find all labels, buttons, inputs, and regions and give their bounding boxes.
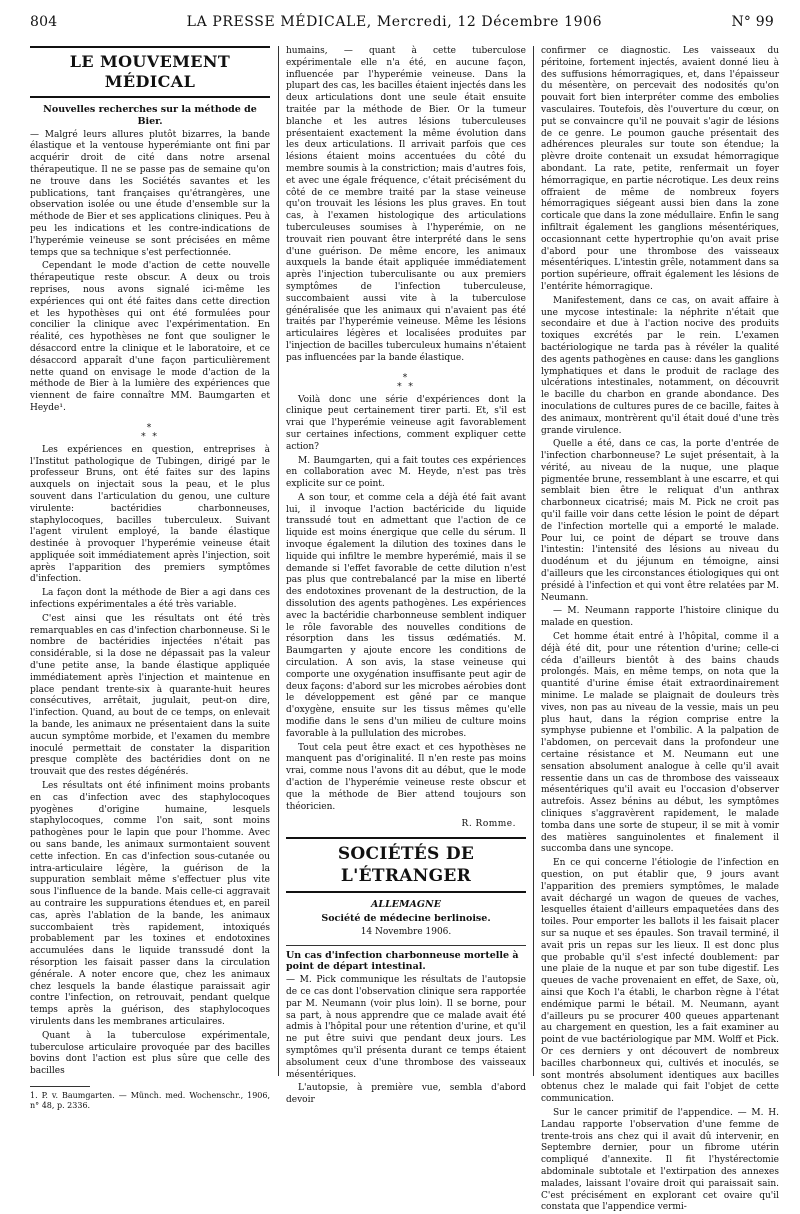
paragraph: Les résultats ont été infiniment moins probants en cas d'infection avec des staphylocoques pyogènes d'origine humaine, lesquels staphylocoques, comme l'on sait, sont moins pathogènes pour le lapin que pour l'homme. Avec ou sans bande, les animaux surmontaient souvent cette infection. En cas d'infection sous-cutanée ou intra-articulaire légère, la guérison de la suppuration semblait même s'effectuer plus vite sous l'influence de la bande. Mais celle-ci aggravait au contraire les suppurations étendues et, en pareil cas, après l'ablation de la bande, les animaux succombaient très rapidement, intoxiqués probablement par les toxines et endotoxines accumulées dans le liquide transsudé dont la résorption les faisait passer dans la circulation générale. A noter encore que, chez les animaux chez lesquels la bande élastique paraissait agir contre l'infection, on retrouvait, pendant quelque temps après la guérison, des staphylocoques virulents dans les membranes articulaires. [30,781,270,1027]
column-2 [286,46,526,1106]
paragraph: Cet homme était entré à l'hôpital, comme il a déjà été dit, pour une rétention d'urine; celle-ci céda d'ailleurs bientôt à des bains chauds prolongés. Mais, en même temps, on nota que la quantité d'urine émise était extraordinairement minime. Le malade se plaignait de douleurs très vives, non pas au niveau de la vessie, mais un peu plus haut, dans la région comprise entre la symphyse pubienne et l'ombilic. A la palpation de l'abdomen, on percevait dans la profondeur une certaine résistance et M. Neumann eut une sensation absolument analogue à celle qu'il avait ressentie dans un cas de thrombose des vaisseaux mésentériques qu'il avait eu l'occasion d'observer autrefois. Assez bénins au début, les symptômes cliniques s'aggravèrent rapidement, le malade tomba dans une sorte de stupeur, il se mit à vomir des matières sanguinolentes et finalement il succomba dans une syncope. [541,632,779,855]
page-number: 804 [30,14,58,30]
column-1 [30,46,270,1110]
paragraph: — Malgré leurs allures plutôt bizarres, la bande élastique et la ventouse hyperémiante ont fini par acquérir droit de cité dans notre arsenal thérapeutique. Il ne se passe pas de semaine qu'on ne trouve dans les Sociétés savantes et les publications, tant françaises qu'étrangères, une observation isolée ou une étude d'ensemble sur la méthode de Bier et ses applications cliniques. Peu à peu les indications et les contre-indications de l'hyperémie veineuse se sont précisées en même temps que sa technique s'est perfectionnée. [30,129,270,258]
column-rule-right [533,46,534,1076]
paragraph: Tout cela peut être exact et ces hypothèses ne manquent pas d'originalité. Il n'en reste pas moins vrai, comme nous l'avons dit au début, que le mode d'action de l'hyperémie veineuse reste obscur et que la méthode de Bier attend toujours son théoricien. [286,742,526,812]
footnote-rule [30,1086,90,1087]
paragraph: En ce qui concerne l'étiologie de l'infection en question, on put établir que, 9 jours avant l'apparition des premiers symptômes, le malade avait déchargé un wagon de queues de vaches, lesquelles étaient d'ailleurs empaquetées dans des toiles. Pour emporter les ballots il les faisait placer sur sa nuque et ses épaules. Son travail terminé, il avait pris un repas sur les lieux. Il est donc plus que probable qu'il s'est infecté doublement: par une plaie de la nuque et par son tube digestif. Les queues de vache provenaient en effet, de Saxe, où, ainsi que Koch l'a établi, le charbon règne à l'état endémique parmi le bétail. M. Neumann, ayant d'ailleurs pu se procurer 400 queues appartenant au chargement en question, les a fait examiner au point de vue bactériologique par MM. Wolff et Pick. Or ces derniers y ont découvert de nombreux bacilles charbonneux qui, cultivés et inoculés, se sont montrés absolument identiques aux bacilles obtenus chez le malade qui fait l'objet de cette communication. [541,858,779,1105]
paragraph: Quant à la tuberculose expérimentale, tuberculose articulaire provoquée par des bacilles bovins dont l'action est plus sûre que celle des bacilles [30,1030,270,1077]
paragraph: L'autopsie, à première vue, sembla d'abord devoir [286,1083,526,1106]
neumann-heading: — M. Neumann rapporte l'histoire clinique du malade en question. [541,606,779,629]
paragraph: M. Baumgarten, qui a fait toutes ces expériences en collaboration avec M. Heyde, n'est pas très explicite sur ce point. [286,455,526,490]
society-heading: Société de médecine berlinoise. [321,913,491,924]
issue-number: N° 99 [731,14,774,30]
paragraph: C'est ainsi que les résultats ont été très remarquables en cas d'infection charbonneuse. Si le nombre de bactéridies injectées n'était pas considérable, si la dose ne dépassait pas la valeur d'une petite anse, la bande élastique appliquée immédiatement après l'injection et maintenue en place pendant trente-six à quarante-huit heures consécutives, arrêtait, jugulait, peut-on dire, l'infection. Quand, au bout de ce temps, on enlevait la bande, les animaux ne présentaient dans la suite aucun symptôme morbide, et l'examen du membre inoculé permettait de constater la disparition presque complète des bactéridies dont on ne trouvait que des restes dégénérés. [30,613,270,778]
column-3 [541,46,779,1213]
paragraph: Quelle a été, dans ce cas, la porte d'entrée de l'infection charbonneuse? Le sujet présentait, à la vérité, au niveau de la nuque, une plaque pigmentée brune, ressemblant à une escarre, et qui semblait bien être le reliquat d'un anthrax charbonneux cicatrisé; mais M. Pick ne croit pas qu'il faille voir dans cette lésion le point de départ de l'infection mortelle qui a emporté le malade. Pour lui, ce point de départ se trouve dans l'intestin: l'intensité des lésions au niveau du duodénum et du jéjunum en témoigne, ainsi d'ailleurs que les circonstances étiologiques qui ont présidé à l'infection et qui vont être relatées par M. Neumann. [541,439,779,603]
paragraph: confirmer ce diagnostic. Les vaisseaux du péritoine, fortement injectés, avaient donné lieu à des suffusions hémorragiques, et, dans l'épaisseur du mésentère, on percevait des nodosités qu'on pouvait fort bien interpréter comme des embolies vasculaires. Toutefois, dès l'ouverture du cœur, on put se convaincre qu'il ne pouvait s'agir de lésions de ce genre. Le poumon gauche présentait des adhérences pleurales sur toute son étendue; la plèvre droite contenait un exsudat hémorragique abondant. La rate, petite, renfermait un foyer hémorragique, en partie nécrotique. Les deux reins offraient de même de nombreux foyers hémorragiques siégeant aussi bien dans la zone corticale que dans la zone médullaire. Enfin le sang infiltrait également les ganglions mésentériques, occasionnant cette hypertrophie qu'on avait prise d'abord pour une thrombose des vaisseaux mésentériques. L'intestin grêle, notamment dans sa portion supérieure, offrait également les lésions de l'entérite hémorragique. [541,46,779,292]
section-title-mouvement: LE MOUVEMENT MÉDICAL [30,46,270,98]
journal-title: LA PRESSE MÉDICALE, Mercredi, 12 Décembre 1906 [186,14,603,30]
footnote: 1. P. v. Baumgarten. — Münch. med. Wochenschr., 1906, n° 48, p. 2336. [30,1090,270,1110]
section-title-societes: SOCIÉTÉS DE L'ÉTRANGER [286,837,526,893]
paragraph: Les expériences en question, entreprises à l'Institut pathologique de Tubingen, dirigé par le professeur Bruns, ont été faites sur des lapins auxquels on injectait sous la peau, et le plus souvent dans l'articulation du genou, une culture virulente: bactéridies charbonneuses, staphylocoques, bacilles tuberculeux. Suivant l'agent virulent employé, la bande élastique destinée à provoquer l'hyperémie veineuse était appliquée soit immédiatement après l'injection, soit après l'apparition des premiers symptômes d'infection. [30,444,270,585]
article-title-charbon: Un cas d'infection charbonneuse mortelle à point de départ intestinal. [286,949,519,973]
paragraph: — M. Pick communique les résultats de l'autopsie de ce cas dont l'observation clinique sera rapportée par M. Neumann (voir plus loin). Il se borne, pour sa part, à nous apprendre que ce malade avait été admis à l'hôpital pour une rétention d'urine, et qu'il ne put être suivi que pendant deux jours. Les symptômes qu'il présenta durant ce temps étaient absolument ceux d'une thrombose des vaisseaux mésentériques. [286,975,526,1080]
separator-stars: ⁎ ⁎ ⁎ [397,369,415,389]
article-title-bier: Nouvelles recherches sur la méthode de Bier. [43,104,257,127]
paragraph: Voilà donc une série d'expériences dont la clinique peut certainement tirer parti. Et, s'il est vrai que l'hyperémie veineuse agit favorablement sur certaines infections, comment expliquer cette action? [286,394,526,452]
paragraph: Cependant le mode d'action de cette nouvelle thérapeutique reste obscur. A deux ou trois reprises, nous avons signalé ici-même les expériences qui ont été faites dans cette direction et les hypothèses qui ont été formulées pour concilier la clinique avec l'expérimentation. En réalité, ces hypothèses ne font que souligner le désaccord entre la clinique et le laboratoire, et ce désaccord apparaît d'une façon particulièrement nette quand on envisage le mode d'action de la méthode de Bier à la lumière des expériences que viennent de faire connaître MM. Baumgarten et Heyde¹. [30,261,270,413]
short-rule [286,945,526,946]
session-date: 14 Novembre 1906. [360,926,452,937]
separator-stars: ⁎ ⁎ ⁎ [141,419,159,439]
cancer-appendice-paragraph: Sur le cancer primitif de l'appendice. — M. H. Landau rapporte l'observation d'une femme de trente-trois ans chez qui il avait dû intervenir, en Septembre dernier, pour un fibrome utérin compliqué d'annexite. Il fit l'hystérectomie abdominale subtotale et l'extirpation des annexes malades, laissant l'ovaire droit qui paraissait sain. C'est précisément en explorant cet ovaire qu'il constata que l'appendice vermi- [541,1107,779,1213]
paragraph: La façon dont la méthode de Bier a agi dans ces infections expérimentales a été très variable. [30,588,270,611]
paragraph: humains, — quant à cette tuberculose expérimentale elle n'a été, en aucune façon, influencée par l'hyperémie veineuse. Dans la plupart des cas, les bacilles étaient injectés dans les deux articulations dont une seule était ensuite traitée par la méthode de Bier. Or la tumeur blanche et les autres lésions tuberculeuses présentaient exactement la même évolution dans les deux articulations. Il arrivait parfois que ces lésions étaient moins accentuées du côté du membre soumis à la constriction; mais d'autres fois, et avec une égale fréquence, c'était précisément du côté de ce membre traité par la stase veineuse qu'on trouvait les lésions les plus graves. En tout cas, à l'examen histologique des articulations tuberculeuses soumises à l'hyperémie, on ne trouvait rien pouvant être interprété dans le sens d'une guérison. De même encore, les animaux auxquels la bande était appliquée immédiatement après l'injection tuberculisante ou aux premiers symptômes de l'infection tuberculeuse, succombaient aussi vite à la tuberculose généralisée que les animaux qui n'avaient pas été traités par l'hyperémie veineuse. Même les lésions articulaires légères et localisées produites par l'injection de bacilles tuberculeux humains n'étaient pas influencées par la bande élastique. [286,46,526,363]
paragraph: A son tour, et comme cela a déjà été fait avant lui, il invoque l'action bactéricide du liquide transsudé tout en admettant que l'action de ce liquide est moins énergique que celle du sérum. Il invoque également la dilution des toxines dans le liquide qui infiltre le membre hyperémié, mais il se demande si l'effet favorable de cette dilution n'est pas plus que contrebalancé par la mise en liberté des endotoxines provenant de la destruction, de la dissolution des agents pathogènes. Les expériences avec la bactéridie charbonneuse semblent indiquer le rôle favorable des nouvelles conditions de résorption dans les tissus œdématiés. M. Baumgarten y ajoute encore les conditions de circulation. A son avis, la stase veineuse qui comporte une oxygénation insuffisante peut agir de deux façons: d'abord sur les microbes aérobies dont le développement est gêné par ce manque d'oxygène, ensuite sur les tissus mêmes qu'elle modifie dans le sens d'un milieu de culture moins favorable à la pullulation des microbes. [286,492,526,739]
column-rule-left [278,46,279,1076]
author-signature: R. Romme. [461,819,516,830]
page-header [30,14,774,36]
country-heading: ALLEMAGNE [371,899,441,911]
paragraph: Manifestement, dans ce cas, on avait affaire à une mycose intestinale: la néphrite n'était que secondaire et due à l'action nocive des produits toxiques excrétés par le rein. L'examen bactériologique ne tarda pas à révéler la qualité des agents pathogènes en cause: dans les ganglions lymphatiques et dans le produit de raclage des ulcérations intestinales, notamment, on découvrit le bacille du charbon en grande abondance. Des inoculations de cultures pures de ce bacille, faites à des animaux, montrèrent qu'il était doué d'une très grande virulence. [541,295,779,436]
